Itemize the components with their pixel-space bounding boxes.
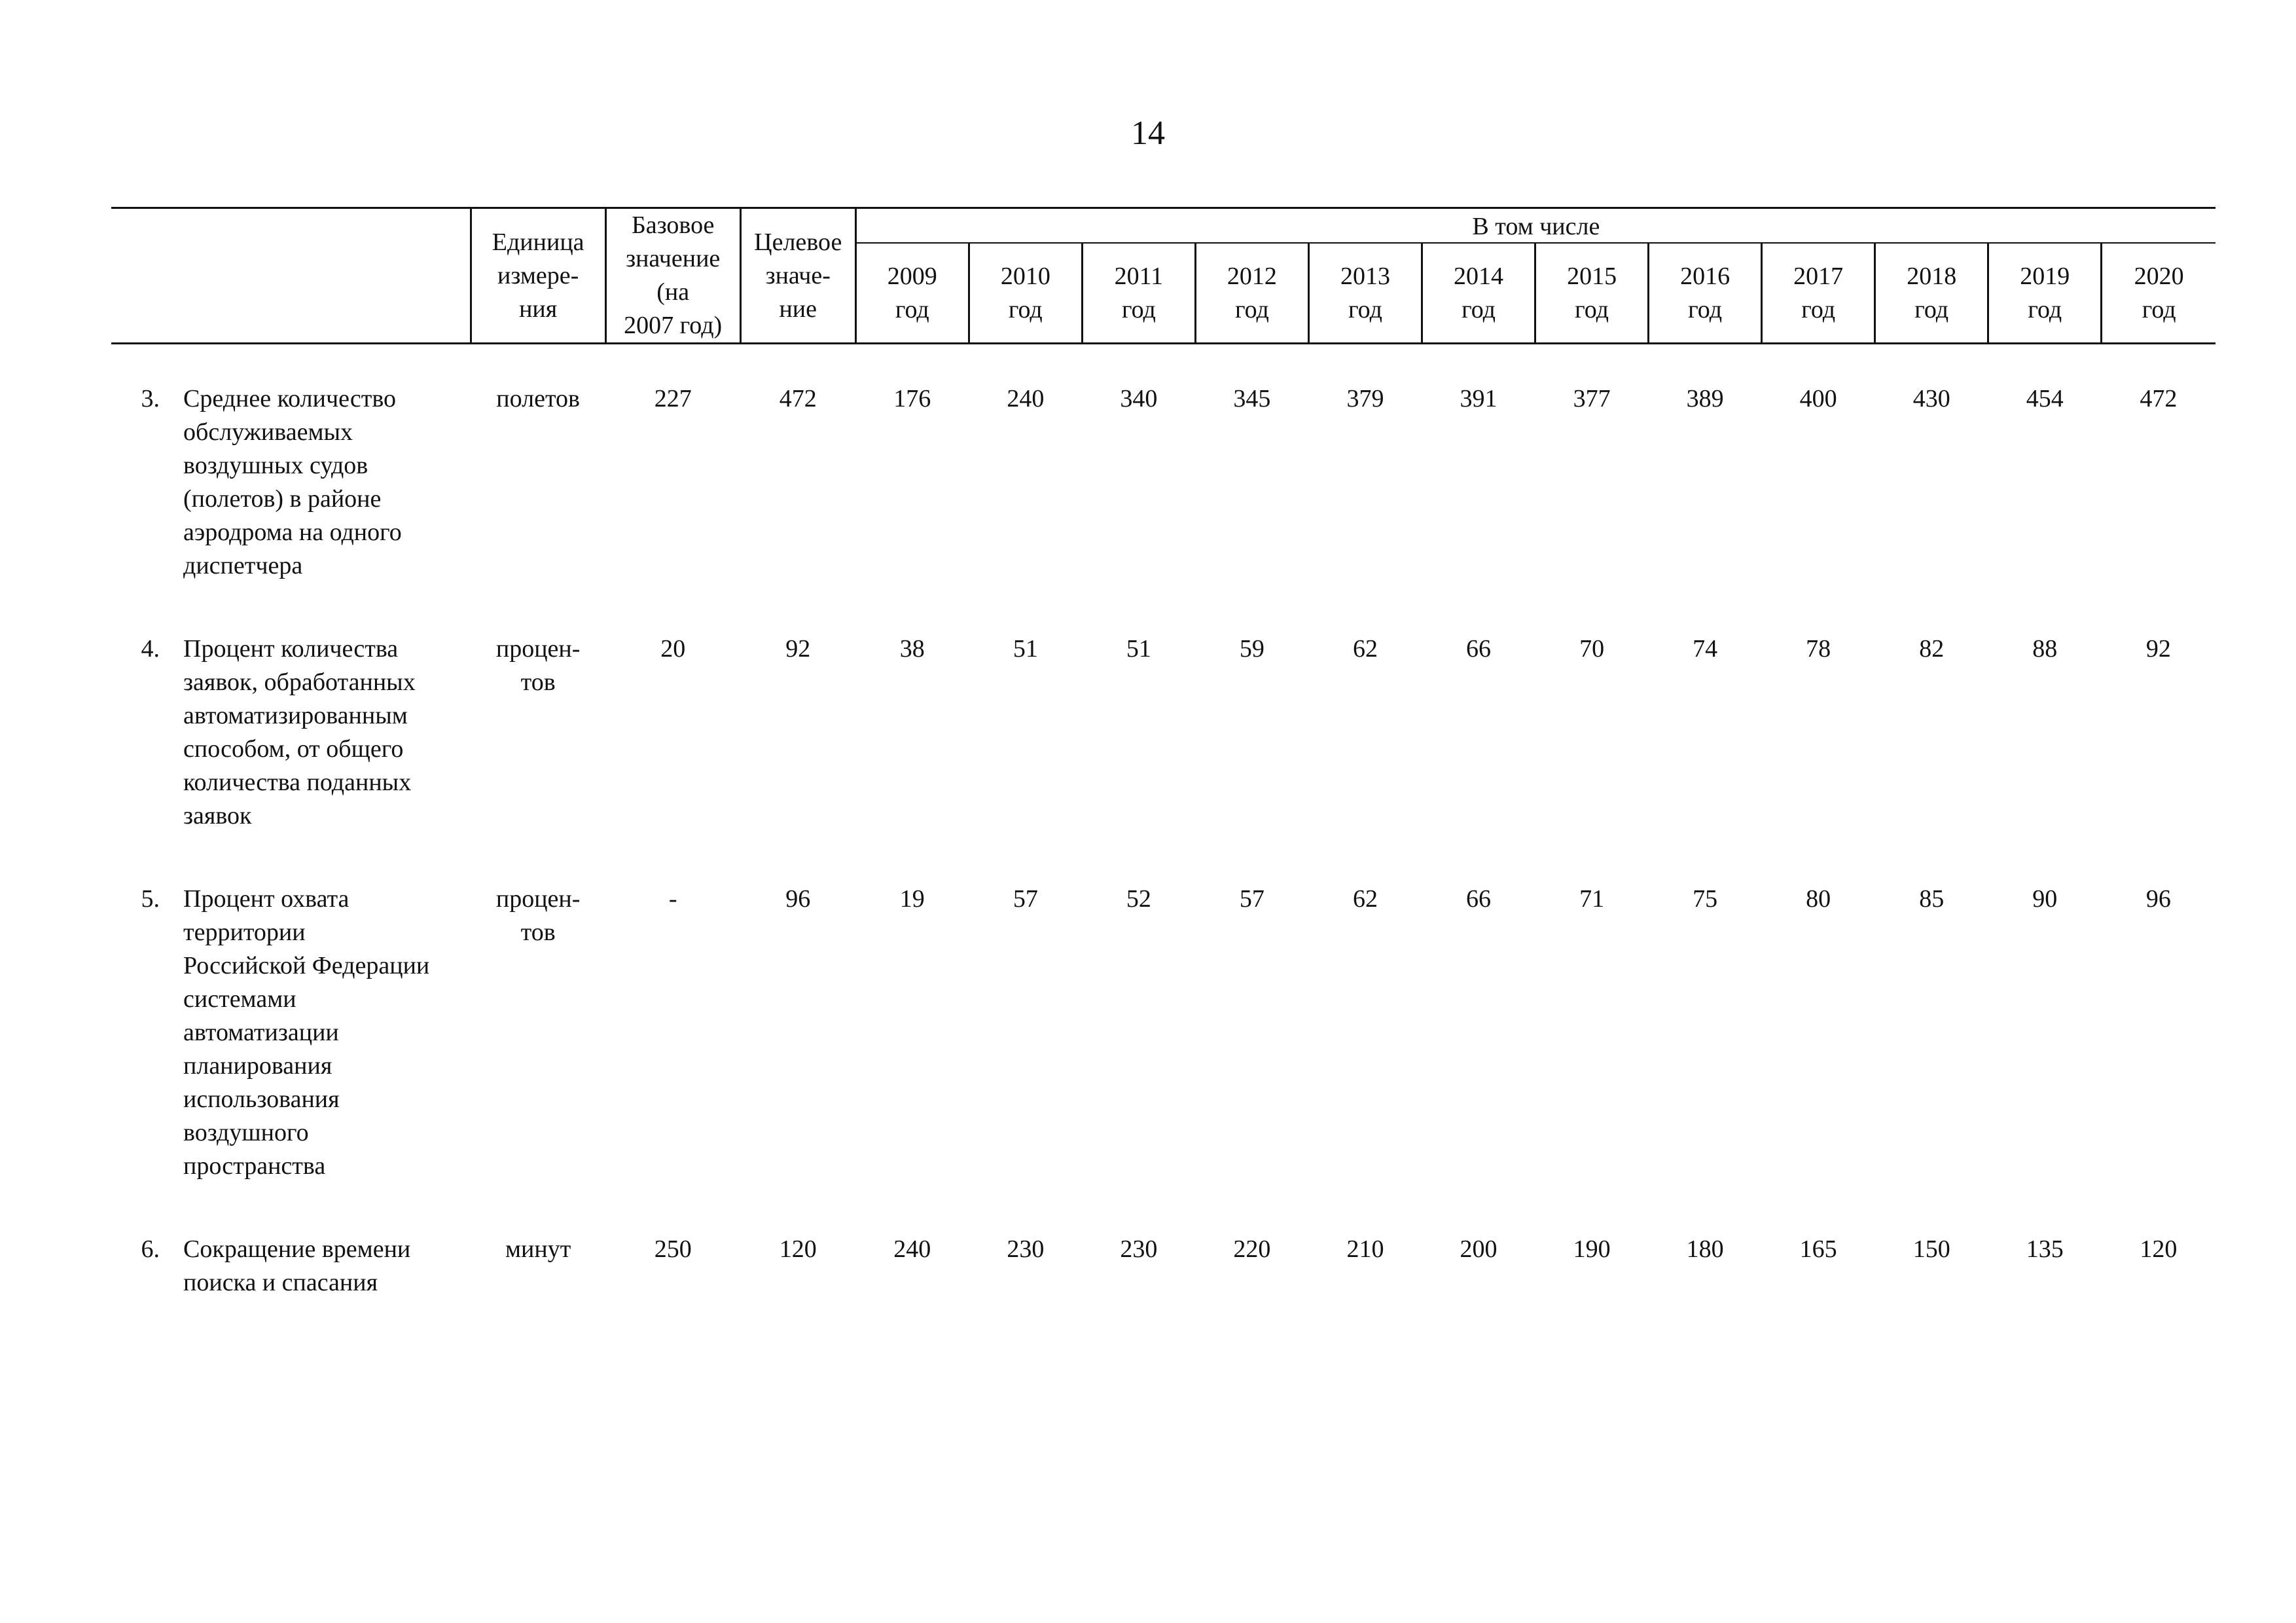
year-value: 88 — [2032, 635, 2058, 663]
year-value: 59 — [1239, 635, 1265, 663]
year-value: 70 — [1579, 635, 1605, 663]
header-year: 2010 год — [969, 243, 1082, 343]
year-value: 200 — [1460, 1235, 1498, 1263]
target-value: 92 — [785, 635, 811, 663]
header-year: 2016 год — [1649, 243, 1762, 343]
indicator-name: Среднее количество обслуживаемых воздушных судов (полетов) в районе аэродрома на одного диспетчера — [183, 385, 402, 579]
base-value: 250 — [654, 1235, 692, 1263]
year-value: 454 — [2026, 385, 2064, 412]
year-value: 66 — [1466, 635, 1492, 663]
row-number: 6. — [141, 1235, 160, 1263]
header-blank-cell — [111, 208, 471, 344]
indicator-unit: процен- тов — [495, 635, 581, 696]
year-value: 345 — [1233, 385, 1271, 412]
indicator-name: Сокращение времени поиска и спасания — [183, 1235, 411, 1296]
table-row — [111, 344, 2215, 613]
target-value: 120 — [779, 1235, 817, 1263]
header-target-value: Целевое значе- ние — [740, 208, 855, 344]
table-header — [111, 208, 2215, 344]
row-number: 3. — [141, 385, 160, 412]
year-value: 120 — [2140, 1235, 2178, 1263]
base-value: - — [668, 885, 677, 913]
table-row — [111, 863, 2215, 1213]
indicator-name: Процент охвата территории Российской Федерации системами автоматизации планирования использования воздушного пространства — [183, 885, 430, 1180]
year-value: 38 — [899, 635, 925, 663]
year-value: 472 — [2140, 385, 2178, 412]
indicators-table — [111, 207, 2215, 1330]
year-value: 78 — [1806, 635, 1831, 663]
year-value: 379 — [1346, 385, 1384, 412]
indicator-unit: процен- тов — [495, 885, 581, 946]
year-value: 51 — [1126, 635, 1151, 663]
year-value: 92 — [2145, 635, 2171, 663]
year-value: 150 — [1912, 1235, 1950, 1263]
year-value: 90 — [2032, 885, 2058, 913]
year-value: 57 — [1013, 885, 1038, 913]
year-value: 190 — [1573, 1235, 1611, 1263]
year-value: 135 — [2026, 1235, 2064, 1263]
year-value: 52 — [1126, 885, 1151, 913]
year-value: 230 — [1120, 1235, 1158, 1263]
header-year: 2013 год — [1308, 243, 1422, 343]
year-value: 62 — [1352, 635, 1378, 663]
year-value: 82 — [1919, 635, 1945, 663]
base-value: 20 — [660, 635, 686, 663]
year-value: 176 — [893, 385, 931, 412]
header-base-value: Базовое значение (на 2007 год) — [605, 208, 740, 344]
year-value: 62 — [1352, 885, 1378, 913]
year-value: 96 — [2145, 885, 2171, 913]
table-row — [111, 613, 2215, 863]
year-value: 85 — [1919, 885, 1945, 913]
year-value: 220 — [1233, 1235, 1271, 1263]
target-value: 96 — [785, 885, 811, 913]
header-including: В том числе — [855, 208, 2215, 244]
year-value: 80 — [1806, 885, 1831, 913]
header-unit: Единица измере- ния — [471, 208, 605, 344]
year-value: 391 — [1460, 385, 1498, 412]
target-value: 472 — [779, 385, 817, 412]
row-number: 4. — [141, 635, 160, 663]
year-value: 19 — [899, 885, 925, 913]
year-value: 66 — [1466, 885, 1492, 913]
table-row — [111, 1213, 2215, 1330]
year-value: 400 — [1799, 385, 1837, 412]
indicator-name: Процент количества заявок, обработанных автоматизированным способом, от общего количества поданных заявок — [183, 635, 416, 830]
year-value: 240 — [893, 1235, 931, 1263]
year-value: 165 — [1799, 1235, 1837, 1263]
base-value: 227 — [654, 385, 692, 412]
header-year: 2020 год — [2102, 243, 2215, 343]
year-value: 180 — [1686, 1235, 1724, 1263]
indicator-unit: минут — [505, 1235, 571, 1263]
page-number: 14 — [1131, 115, 1165, 152]
year-value: 430 — [1912, 385, 1950, 412]
header-year: 2019 год — [1988, 243, 2102, 343]
year-value: 75 — [1693, 885, 1718, 913]
year-value: 230 — [1007, 1235, 1045, 1263]
header-year: 2014 год — [1422, 243, 1535, 343]
year-value: 210 — [1346, 1235, 1384, 1263]
table-body — [111, 344, 2215, 1330]
header-year: 2011 год — [1082, 243, 1195, 343]
year-value: 51 — [1013, 635, 1038, 663]
header-year: 2009 год — [855, 243, 969, 343]
header-year: 2017 год — [1762, 243, 1875, 343]
header-year: 2015 год — [1535, 243, 1649, 343]
year-value: 340 — [1120, 385, 1158, 412]
header-year: 2018 год — [1875, 243, 1988, 343]
year-value: 71 — [1579, 885, 1605, 913]
header-year: 2012 год — [1195, 243, 1308, 343]
year-value: 240 — [1007, 385, 1045, 412]
row-number: 5. — [141, 885, 160, 913]
indicator-unit: полетов — [496, 385, 580, 412]
year-value: 57 — [1239, 885, 1265, 913]
year-value: 74 — [1693, 635, 1718, 663]
year-value: 377 — [1573, 385, 1611, 412]
year-value: 389 — [1686, 385, 1724, 412]
